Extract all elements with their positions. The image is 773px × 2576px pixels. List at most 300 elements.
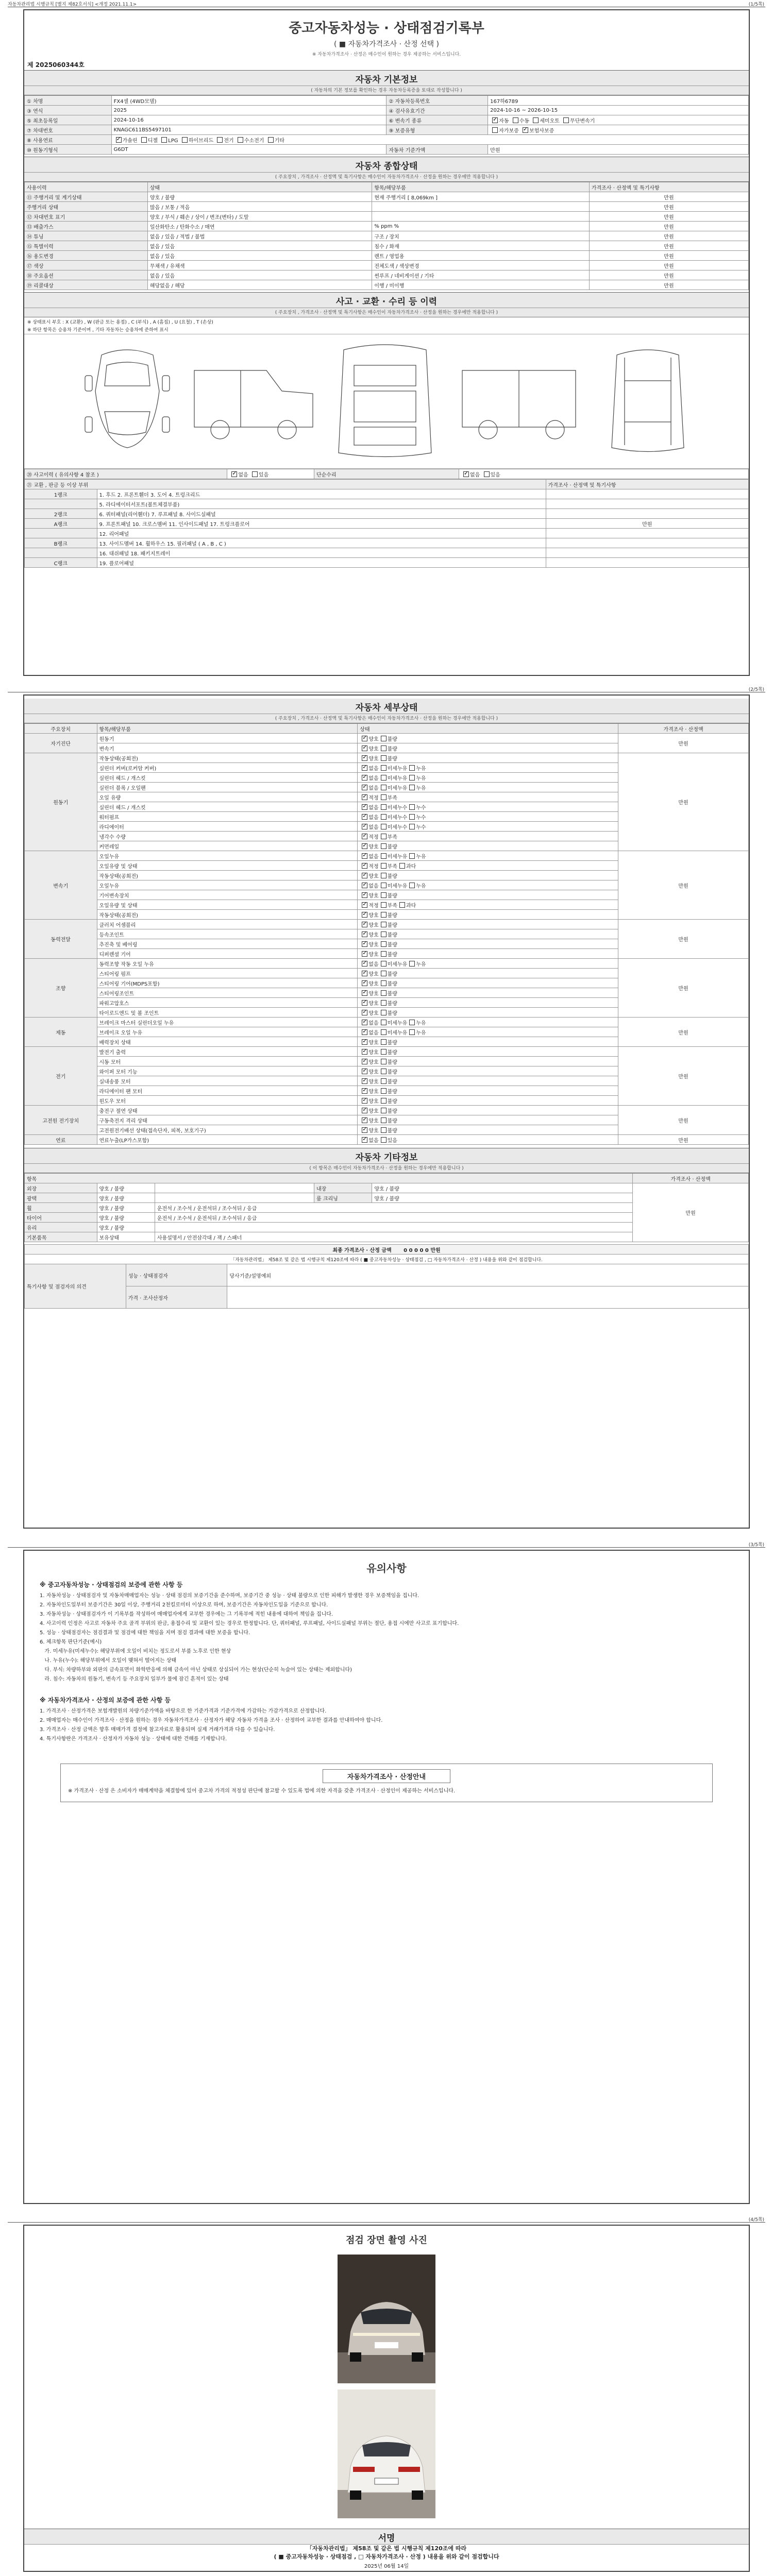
checkbox-semi — [533, 117, 539, 123]
detail-table — [24, 723, 749, 1145]
state-option: 불량 — [387, 1089, 397, 1095]
state-checkbox — [362, 961, 367, 967]
rank-row — [25, 489, 749, 499]
detail-item: 추진축 및 베어링 — [97, 939, 358, 949]
checkbox-cvt — [563, 117, 569, 123]
report-note: ※ 자동차가격조사 · 산정은 매수인이 원하는 경우 제공하는 서비스입니다. — [312, 52, 461, 57]
caution-item: 5. 성능 · 상태점검자는 점검결과 및 점검에 대한 책임을 지며 점검 결과에 대한 보증을 합니다. — [40, 1630, 250, 1636]
checkbox-auto — [492, 117, 498, 123]
status-item: ⑰ 색상 — [25, 261, 148, 270]
state-checkbox — [381, 1108, 386, 1113]
label: ① 차명 — [25, 96, 112, 106]
special-label: 특기사항 및 점검자의 의견 — [25, 1264, 126, 1309]
rank-price — [546, 489, 748, 499]
special2-value — [227, 1286, 749, 1309]
state-checkbox — [362, 804, 367, 810]
accident-label: ⑳ 사고이력 ( 유의사항 4 참조 ) — [25, 469, 227, 479]
rank-name — [25, 529, 97, 538]
state-option: 불량 — [387, 981, 397, 987]
detail-item: 등속조인트 — [97, 929, 358, 939]
col-header: 항목/해당부품 — [372, 182, 590, 192]
detail-state — [358, 900, 618, 910]
detail-state — [358, 822, 618, 832]
status-row — [25, 231, 749, 241]
detail-item: 변속기 — [97, 743, 358, 753]
status-state: 없음 / 있음 — [147, 251, 372, 261]
state-option: 양호 — [368, 942, 379, 948]
detail-item: 파워고압호스 — [97, 998, 358, 1008]
status-price: 만원 — [589, 192, 748, 202]
caution-sub1: ※ 중고자동차성능 · 상태점검의 보증에 관한 사항 등 — [40, 1581, 183, 1588]
state-checkbox — [362, 814, 367, 820]
state-option: 불량 — [387, 912, 397, 919]
etc-detail — [155, 1223, 632, 1232]
col-header: 항목/해당부품 — [97, 724, 358, 734]
checkbox-no-repair — [463, 471, 469, 477]
detail-item: 브레이크 마스터 실린더오일 누유 — [97, 1018, 358, 1027]
detail-item: 구동축전지 격리 상태 — [97, 1115, 358, 1125]
page-number: (4/5쪽) — [748, 2217, 764, 2223]
state-checkbox — [381, 853, 386, 859]
detail-group: 원동기 — [25, 753, 97, 851]
rank-row — [25, 548, 749, 558]
state-option: 양호 — [368, 844, 379, 850]
accident-table — [24, 469, 749, 479]
label: ② 자동차등록번호 — [386, 96, 488, 106]
etc-item: 타이어 — [25, 1213, 97, 1223]
rank-row — [25, 509, 749, 519]
state-checkbox — [362, 912, 367, 918]
status-detail — [372, 202, 590, 212]
page-2 — [8, 685, 765, 1535]
rank-row — [25, 529, 749, 538]
detail-row — [25, 753, 749, 763]
state-option: 불량 — [387, 746, 397, 752]
state-checkbox — [362, 863, 367, 869]
state-option: 불량 — [387, 873, 397, 879]
state-checkbox — [381, 922, 386, 927]
vin: KNAGC611BS5497101 — [111, 125, 386, 135]
detail-row — [25, 1018, 749, 1027]
basic-info-table — [24, 95, 749, 155]
detail-item: 와이퍼 모터 기능 — [97, 1066, 358, 1076]
page-header — [8, 0, 765, 7]
etc-spacer — [155, 1193, 314, 1203]
etc-state: 양호 / 불량 — [97, 1203, 155, 1213]
state-option: 불량 — [387, 1059, 397, 1065]
label: ③ 연식 — [25, 106, 112, 115]
caution-sub2: ※ 자동차가격조사 · 산정의 보증에 관한 사항 등 — [40, 1697, 171, 1704]
etc-state: 보유상태 — [97, 1232, 155, 1242]
state-option: 없음 — [368, 854, 379, 860]
status-price: 만원 — [589, 212, 748, 222]
state-option: 미세누유 — [387, 766, 408, 772]
status-row — [25, 261, 749, 270]
detail-state — [358, 1047, 618, 1057]
report-sheet-2 — [23, 694, 750, 1529]
checkbox-no-accident — [231, 471, 237, 477]
state-option: 양호 — [368, 991, 379, 997]
detail-item: 오일유량 및 상태 — [97, 900, 358, 910]
state-option: 양호 — [368, 1089, 379, 1095]
status-state: 무채색 / 유채색 — [147, 261, 372, 270]
status-item: ⑬ 배출가스 — [25, 222, 148, 231]
detail-state — [358, 1018, 618, 1027]
report-title: 중고자동차성능 · 상태점검기록부 — [289, 21, 484, 36]
col-header: 주요장치 — [25, 724, 97, 734]
state-option: 미세누수 — [387, 824, 408, 831]
state-option: 없음 — [368, 883, 379, 889]
status-state: 없음 / 있음 — [147, 270, 372, 280]
detail-item: 타이로드엔드 및 볼 조인트 — [97, 1008, 358, 1018]
etc-detail: 운전석 / 조수석 / 운전석뒤 / 조수석뒤 / 응급 — [155, 1203, 632, 1213]
state-option: 부족 — [387, 903, 397, 909]
accident-options: ✓ 없음 있음 — [227, 469, 314, 479]
detail-state — [358, 949, 618, 959]
status-state: 양호 / 부식 / 훼손 / 상이 / 변조(변타) / 도말 — [147, 212, 372, 222]
status-price: 만원 — [589, 251, 748, 261]
state-checkbox — [381, 794, 386, 800]
caution-sheet — [23, 1550, 750, 2204]
state-checkbox — [362, 1020, 367, 1025]
state-checkbox — [381, 1117, 386, 1123]
detail-price: 만원 — [618, 1135, 749, 1145]
state-option: 미세누수 — [387, 805, 408, 811]
state-checkbox — [362, 1127, 367, 1133]
detail-state — [358, 792, 618, 802]
detail-state — [358, 871, 618, 880]
state-checkbox — [362, 1108, 367, 1113]
etc-spacer — [155, 1183, 314, 1193]
detail-item: 발전기 출력 — [97, 1047, 358, 1057]
state-checkbox — [381, 892, 386, 898]
detail-item: 스티어링조인트 — [97, 988, 358, 998]
state-checkbox — [362, 794, 367, 800]
label: ⑨ 보증유형 — [386, 125, 488, 135]
state-checkbox — [362, 892, 367, 898]
detail-item: 작동상태(공회전) — [97, 753, 358, 763]
col-header: 사용이력 — [25, 182, 148, 192]
checkbox-lpg — [161, 137, 167, 143]
detail-state — [358, 753, 618, 763]
car-front-photo — [338, 2255, 435, 2383]
detail-group: 전기 — [25, 1047, 97, 1106]
etc-note: ( 이 항목은 매수인이 자동차가격조사 · 산정을 원하는 경우에만 적용합니다 ) — [24, 1164, 749, 1173]
rank-price — [546, 548, 748, 558]
detail-state — [358, 1008, 618, 1018]
page-number: (3/5쪽) — [748, 1543, 764, 1548]
etc-state-2: 양호 / 불량 — [372, 1183, 633, 1193]
detail-row — [25, 851, 749, 861]
state-option: 누유 — [416, 775, 426, 782]
state-checkbox — [381, 1088, 386, 1094]
state-checkbox — [381, 863, 386, 869]
state-option: 양호 — [368, 952, 379, 958]
state-checkbox — [381, 785, 386, 790]
detail-state — [358, 783, 618, 792]
state-option: 있음 — [387, 1138, 397, 1144]
checkbox-repair — [484, 471, 490, 477]
page-number: (2/5쪽) — [748, 687, 764, 692]
detail-row — [25, 1135, 749, 1145]
state-option: 양호 — [368, 1059, 379, 1065]
state-option: 불량 — [387, 1118, 397, 1124]
etc-state: 양호 / 불량 — [97, 1183, 155, 1193]
caution-title: 유의사항 — [366, 1562, 407, 1574]
state-option: 누유 — [416, 883, 426, 889]
detail-price: 만원 — [618, 753, 749, 851]
status-price: 만원 — [589, 231, 748, 241]
state-option: 불량 — [387, 991, 397, 997]
page-3 — [8, 1540, 765, 2210]
col-header: 상태 — [147, 182, 372, 192]
detail-row — [25, 1047, 749, 1057]
state-checkbox — [362, 922, 367, 927]
state-checkbox — [381, 951, 386, 957]
caution-item: 2. 자동차인도일부터 보증기간은 30일 이상, 주행거리 2천킬로미터 이상으로 하며, 보증기간은 자동차인도일을 기준으로 합니다. — [40, 1602, 328, 1608]
detail-state — [358, 1027, 618, 1037]
detail-state — [358, 861, 618, 871]
rank-price — [546, 509, 748, 519]
detail-note: ( 주요장치 , 가격조사 · 산정액 및 특기사항은 매수인이 자동차가격조사 · 산정을 원하는 경우에만 적용합니다 ) — [24, 714, 749, 723]
state-option: 미세누유 — [387, 854, 408, 860]
state-option: 누유 — [416, 961, 426, 968]
price-guide-text: ※ 가격조사 · 산정 은 소비자가 매매계약을 체결함에 있어 중고차 가격의 적정성 판단에 참고할 수 있도록 법에 의한 자격을 갖춘 가격조사 · 산정인이 제공하는 서비스입니다. — [68, 1788, 456, 1794]
detail-price: 만원 — [618, 1047, 749, 1106]
report-sheet-1 — [23, 9, 750, 676]
simple-repair-options: ✓ 없음 있음 — [459, 469, 748, 479]
checkbox-etc — [268, 137, 274, 143]
state-option: 누유 — [416, 785, 426, 791]
state-option: 없음 — [368, 785, 379, 791]
detail-item: 동력조향 작동 오일 누유 — [97, 959, 358, 969]
state-option: 불량 — [387, 1079, 397, 1085]
page-header — [8, 1540, 765, 1548]
detail-state — [358, 851, 618, 861]
caution-item: 나. 누유(누수): 해당부위에서 오일이 맺혀서 떨어지는 상태 — [40, 1658, 177, 1664]
col-header: 가격조사 · 산정액 — [633, 1174, 749, 1183]
state-checkbox — [399, 902, 405, 908]
detail-row — [25, 734, 749, 743]
detail-state — [358, 998, 618, 1008]
detail-state — [358, 743, 618, 753]
state-option: 없음 — [368, 824, 379, 831]
state-checkbox — [381, 873, 386, 878]
col-header: 가격조사 · 산정액 및 특기사항 — [589, 182, 748, 192]
state-checkbox — [381, 736, 386, 741]
detail-state — [358, 880, 618, 890]
first-registration: 2024-10-16 — [111, 115, 386, 125]
detail-state — [358, 959, 618, 969]
state-option: 불량 — [387, 1040, 397, 1046]
rank-name: 2랭크 — [25, 509, 97, 519]
detail-group: 변속기 — [25, 851, 97, 920]
status-price: 만원 — [589, 202, 748, 212]
status-detail: % ppm % — [372, 222, 590, 231]
state-option: 미세누유 — [387, 1020, 408, 1026]
rank-items: 9. 프론트패널 10. 크로스멤버 11. 인사이드패널 17. 트렁크플로어 — [97, 519, 546, 529]
detail-state — [358, 802, 618, 812]
state-checkbox — [362, 843, 367, 849]
state-checkbox — [381, 902, 386, 908]
state-checkbox — [381, 834, 386, 839]
page-number: (1/5쪽) — [748, 2, 764, 7]
state-checkbox — [362, 931, 367, 937]
state-checkbox — [362, 824, 367, 829]
caution-item: 4. 특기사항란은 가격조사 · 산정자가 자동차 성능 · 상태에 대한 견해를 기재합니다. — [40, 1736, 227, 1742]
state-option: 불량 — [387, 1049, 397, 1056]
status-state: 없음 / 있음 / 적법 / 불법 — [147, 231, 372, 241]
state-checkbox — [362, 853, 367, 859]
status-item: 주행거리 상태 — [25, 202, 148, 212]
base-price: 만원 — [488, 145, 749, 155]
state-checkbox — [381, 1098, 386, 1104]
detail-item: 오일누유 — [97, 880, 358, 890]
status-item: ⑫ 차대번호 표기 — [25, 212, 148, 222]
detail-item: 커먼레일 — [97, 841, 358, 851]
state-checkbox — [362, 902, 367, 908]
form-reference: 자동차관리법 시행규칙 [별지 제82호서식] <개정 2021.11.1> — [8, 2, 137, 7]
detail-item: 스티어링 기어(MDPS포함) — [97, 978, 358, 988]
caution-item: 3. 가격조사 · 산정 금액은 향후 매매가격 결정에 참고자료로 활용되며 실제 거래가격과 다를 수 있습니다. — [40, 1727, 275, 1733]
detail-item: 연료누출(LP가스포함) — [97, 1135, 358, 1145]
simple-repair-label: 단순수리 — [314, 469, 459, 479]
state-option: 없음 — [368, 805, 379, 811]
label: ④ 검사유효기간 — [386, 106, 488, 115]
state-option: 불량 — [387, 1108, 397, 1114]
state-checkbox — [362, 1098, 367, 1104]
inspection-period: 2024-10-16 ~ 2026-10-15 — [488, 106, 749, 115]
detail-item: 브레이크 오일 누유 — [97, 1027, 358, 1037]
rank-items: 12. 리어패널 — [97, 529, 546, 538]
col-header: 항목 — [25, 1174, 633, 1183]
state-option: 적정 — [368, 903, 379, 909]
state-checkbox — [381, 1029, 386, 1035]
detail-item: 실린더 블록 / 오일팬 — [97, 783, 358, 792]
state-option: 없음 — [368, 1138, 379, 1144]
detail-item: 라디에이터 — [97, 822, 358, 832]
status-item: ⑯ 용도변경 — [25, 251, 148, 261]
etc-price: 만원 — [633, 1183, 749, 1242]
state-option: 불량 — [387, 942, 397, 948]
state-option: 불량 — [387, 1069, 397, 1075]
detail-item: 오일 유량 — [97, 792, 358, 802]
state-option: 양호 — [368, 736, 379, 742]
car-outline-diagram — [24, 334, 749, 467]
rank-row — [25, 499, 749, 509]
state-checkbox — [381, 941, 386, 947]
detail-group: 고전원 전기장치 — [25, 1106, 97, 1135]
status-row — [25, 212, 749, 222]
state-checkbox — [362, 951, 367, 957]
state-checkbox — [409, 883, 415, 888]
state-option: 불량 — [387, 1128, 397, 1134]
checkbox-manual — [513, 117, 518, 123]
state-checkbox — [362, 736, 367, 741]
state-option: 없음 — [368, 775, 379, 782]
detail-item: 오일누유 — [97, 851, 358, 861]
state-checkbox — [409, 824, 415, 829]
checkbox-insurer — [523, 127, 528, 133]
state-checkbox — [381, 883, 386, 888]
state-checkbox — [409, 765, 415, 771]
detail-state — [358, 841, 618, 851]
state-checkbox — [362, 755, 367, 761]
etc-item: 휠 — [25, 1203, 97, 1213]
detail-state — [358, 734, 618, 743]
state-option: 양호 — [368, 981, 379, 987]
inspection-photo-front — [338, 2255, 435, 2383]
state-checkbox — [362, 1137, 367, 1143]
detail-state — [358, 910, 618, 920]
rank-name — [25, 548, 97, 558]
rank-name — [25, 499, 97, 509]
state-option: 양호 — [368, 1098, 379, 1105]
state-checkbox — [362, 785, 367, 790]
caution-item: 가. 미세누유(미세누수): 해당부위에 오일이 비치는 정도로서 부품 노후로 인한 현상 — [40, 1649, 231, 1654]
status-detail: 렌트 / 영업용 — [372, 251, 590, 261]
state-checkbox — [362, 745, 367, 751]
label: ⑧ 사용연료 — [25, 135, 112, 145]
detail-state — [358, 773, 618, 783]
state-option: 누수 — [416, 815, 426, 821]
rank-items: 1. 후드 2. 프론트휀더 3. 도어 4. 트렁크리드 — [97, 489, 546, 499]
state-checkbox — [362, 873, 367, 878]
state-option: 누수 — [416, 824, 426, 831]
state-checkbox — [409, 1020, 415, 1025]
status-row — [25, 222, 749, 231]
etc-state-2: 양호 / 불량 — [372, 1193, 633, 1203]
rank-table — [24, 479, 749, 568]
status-detail: 전체도색 / 색상변경 — [372, 261, 590, 270]
state-checkbox — [381, 1020, 386, 1025]
detail-state — [358, 978, 618, 988]
etc-item: 외장 — [25, 1183, 97, 1193]
fuel-options: ✓ 가솔린 디젤 LPG 하이브리드 전기 수소전기 기타 — [111, 135, 748, 145]
state-option: 없음 — [368, 961, 379, 968]
state-option: 불량 — [387, 756, 397, 762]
detail-group: 조향 — [25, 959, 97, 1018]
detail-item: 원동기 — [97, 734, 358, 743]
transmission-options: ✓ 자동 수동 세미오토 무단변속기 — [488, 115, 749, 125]
state-option: 양호 — [368, 971, 379, 977]
status-price: 만원 — [589, 270, 748, 280]
detail-item: 오일유량 및 상태 — [97, 861, 358, 871]
state-checkbox — [409, 804, 415, 810]
special1-value: 당사기준/설명예외 — [227, 1264, 749, 1286]
caution-item: 다. 부식: 차량하부와 외판의 금속표면이 화학반응에 의해 금속이 아닌 상태로 상실되어 가는 현상(단순히 녹슬어 있는 상태는 제외합니다) — [40, 1667, 352, 1673]
state-checkbox — [381, 961, 386, 967]
status-state: 해당없음 / 해당 — [147, 280, 372, 290]
caution-item: 6. 체크항목 판단기준(예시) — [40, 1639, 102, 1645]
detail-group: 자기진단 — [25, 734, 97, 753]
etc-item: 기본품목 — [25, 1232, 97, 1242]
label: ⑩ 원동기형식 — [25, 145, 112, 155]
page-4 — [8, 2215, 765, 2576]
rank-price — [546, 499, 748, 509]
status-row — [25, 192, 749, 202]
final-price: 최종 가격조사 · 산정 금액 0 0 0 0 0 만원 — [25, 1245, 749, 1255]
detail-price: 만원 — [618, 1106, 749, 1135]
state-option: 적정 — [368, 795, 379, 801]
rank-items: 16. 대쉬패널 18. 패키지트레이 — [97, 548, 546, 558]
state-option: 미세누수 — [387, 815, 408, 821]
state-option: 부족 — [387, 863, 397, 870]
detail-price: 만원 — [618, 734, 749, 753]
page-header — [8, 2215, 765, 2223]
status-state: 많음 / 보통 / 적음 — [147, 202, 372, 212]
detail-item: 냉각수 수량 — [97, 832, 358, 841]
